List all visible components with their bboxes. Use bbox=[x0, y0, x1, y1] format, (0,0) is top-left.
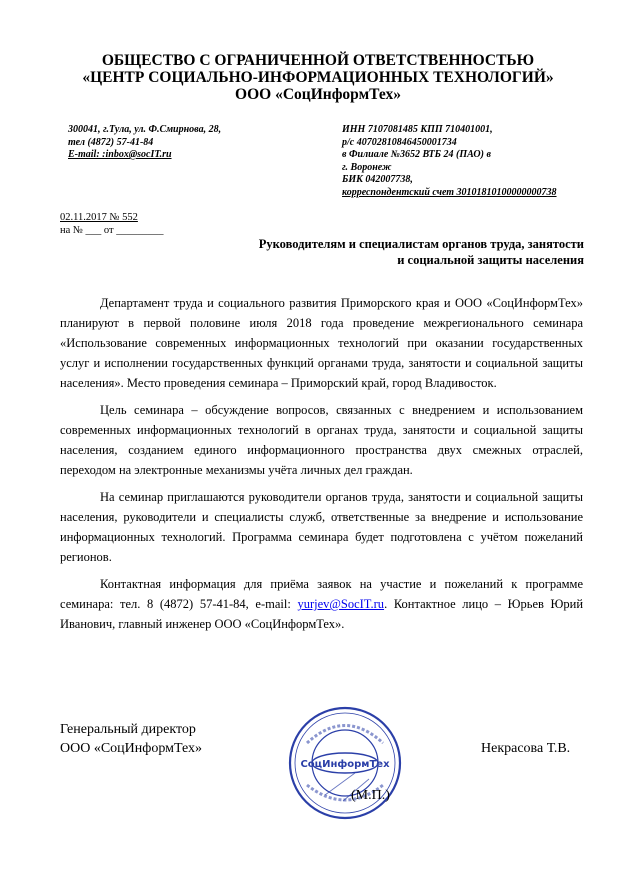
signatory-company: ООО «СоцИнформТех» bbox=[60, 741, 203, 756]
requisites-left bbox=[68, 124, 221, 162]
addressee-line2: и социальной защиты населения bbox=[397, 253, 584, 267]
bank-account: р/с 40702810846450001734 bbox=[342, 136, 457, 148]
signatory-name: Некрасова Т.В. bbox=[481, 741, 571, 756]
requisites-right bbox=[342, 124, 557, 199]
signatory-title bbox=[60, 720, 202, 758]
outgoing-reference bbox=[60, 211, 164, 237]
phone: тел (4872) 57-41-84 bbox=[68, 136, 154, 148]
bik: БИК 042007738, bbox=[342, 174, 413, 185]
date-number: 02.11.2017 № 552 bbox=[60, 212, 138, 223]
contact-email-link[interactable]: yurjev@SocIT.ru bbox=[297, 597, 385, 611]
inn-kpp: ИНН 7107081485 КПП 710401001, bbox=[342, 124, 493, 135]
org-name-line1: ОБЩЕСТВО С ОГРАНИЧЕННОЙ ОТВЕТСТВЕННОСТЬЮ bbox=[101, 52, 535, 69]
org-name-line2: «ЦЕНТР СОЦИАЛЬНО-ИНФОРМАЦИОННЫХ ТЕХНОЛОГИЙ» bbox=[82, 69, 554, 86]
seal-placeholder: (М.П.) bbox=[351, 788, 390, 803]
stamp-center-text: СоцИнформТех bbox=[300, 759, 390, 770]
contact-text-end: . Контактное лицо – Юрьев Юрий Иванович, главный инженер ООО «СоцИнформТех». bbox=[60, 597, 584, 631]
paragraph-3: На семинар приглашаются руководители органов труда, занятости и социальной защиты населения, руководители и специалисты служб, ответственные за внедрение и использование информационных технологий. Программа семинара будет подготовлена с учётом пожеланий регионов. bbox=[60, 490, 583, 564]
signatory-position: Генеральный директор bbox=[60, 722, 196, 737]
addressee-line1: Руководителям и специалистам органов труда, занятости bbox=[258, 237, 584, 251]
paragraph-1: Департамент труда и социального развития Приморского края и ООО «СоцИнформТех» планируют в первой половине июля 2018 года проведение межрегионального семинара «Использование современных информационных технологий при оказании государственных услуг и исполнении государственных функций органами труда, занятости и социальной защиты населения». Место проведения семинара – Приморский край, город Владивосток. bbox=[60, 296, 583, 390]
bank-city: г. Воронеж bbox=[342, 161, 392, 173]
letter-body bbox=[60, 293, 583, 641]
org-name-line3: ООО «СоцИнформТех» bbox=[235, 86, 401, 103]
address: 300041, г.Тула, ул. Ф.Смирнова, 28, bbox=[68, 124, 222, 135]
paragraph-4 bbox=[60, 574, 583, 634]
bank-branch: в Филиале №3652 ВТБ 24 (ПАО) в bbox=[342, 149, 491, 160]
company-stamp bbox=[285, 703, 405, 823]
addressee bbox=[259, 236, 584, 268]
email: E-mail: :inbox@socIT.ru bbox=[68, 149, 172, 160]
corr-account: корреспондентский счет 30101810100000000738 bbox=[342, 186, 557, 198]
paragraph-2: Цель семинара – обсуждение вопросов, связанных с внедрением и использованием современных информационных технологий в органах труда, занятости и социальной защиты населения, созданием единого информационного пространства двух смежных отраслей, переходом на электронные механизмы учёта личных дел граждан. bbox=[60, 403, 583, 477]
contact-text-start: Контактная информация для приёма заявок на участие и пожеланий к программе семинара: тел. 8 (4872) 57-41-84, e-mail: bbox=[60, 577, 583, 611]
reply-reference: на № ___ от _________ bbox=[60, 225, 164, 236]
